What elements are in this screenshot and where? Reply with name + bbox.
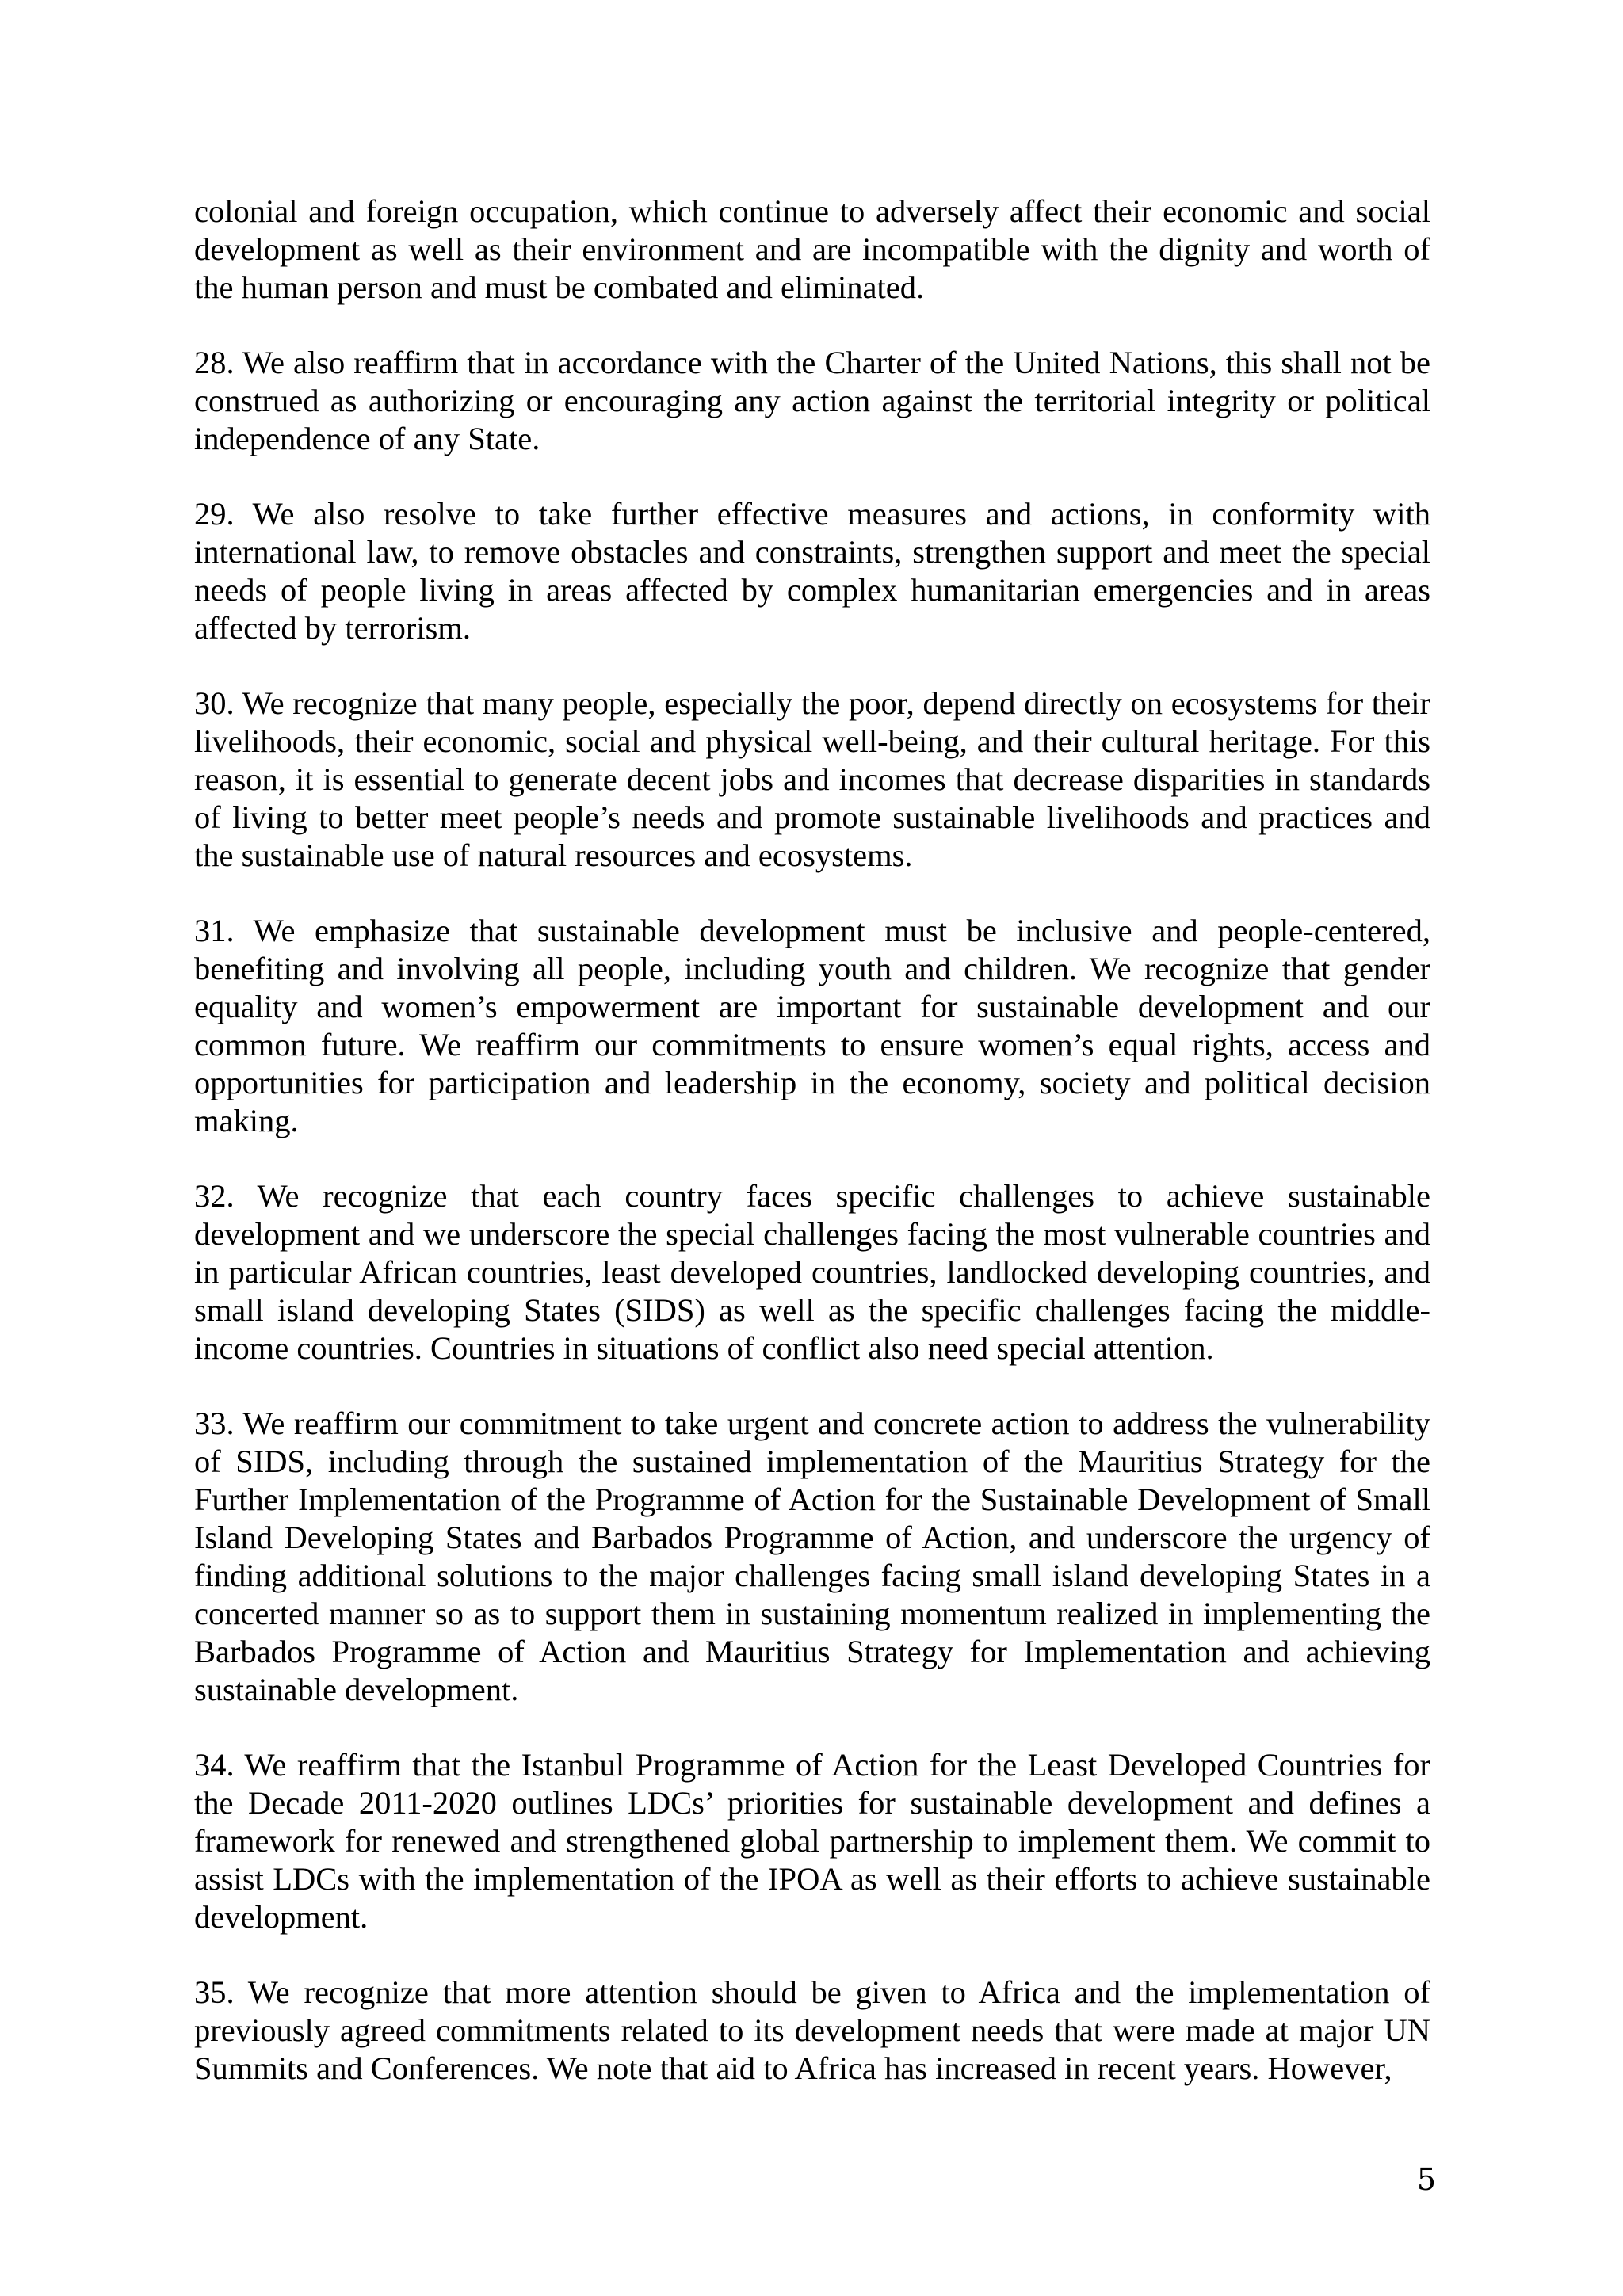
paragraph-31: 31. We emphasize that sustainable development must be inclusive and people-centered, benefiting and involving all people, including youth and children. We recognize that gender equality and women’s empowerment are important for sustainable development and our common future. We reaffirm our commitments to ensure women’s equal rights, access and opportunities for participation and leadership in the economy, society and political decision making.: [194, 913, 1430, 1138]
paragraph-32: 32. We recognize that each country faces specific challenges to achieve sustainable development and we underscore the special challenges facing the most vulnerable countries and in particular African countries, least developed countries, landlocked developing countries, and small island developing States (SIDS) as well as the specific challenges facing the middle-income countries. Countries in situations of conflict also need special attention.: [194, 1178, 1430, 1366]
paragraph-34: 34. We reaffirm that the Istanbul Programme of Action for the Least Developed Countries for the Decade 2011-2020 outlines LDCs’ priorities for sustainable development and defines a framework for renewed and strengthened global partnership to implement them. We commit to assist LDCs with the implementation of the IPOA as well as their efforts to achieve sustainable development.: [194, 1747, 1430, 1935]
paragraph-29: 29. We also resolve to take further effective measures and actions, in conformity with international law, to remove obstacles and constraints, strengthen support and meet the special needs of people living in areas affected by complex humanitarian emergencies and in areas affected by terrorism.: [194, 496, 1430, 646]
paragraph-continuation: colonial and foreign occupation, which continue to adversely affect their economic and social development as well as their environment and are incompatible with the dignity and worth of the human person and must be combated and eliminated.: [194, 193, 1430, 305]
paragraph-35: 35. We recognize that more attention should be given to Africa and the implementation of previously agreed commitments related to its development needs that were made at major UN Summits and Conferences. We note that aid to Africa has increased in recent years. However,: [194, 1974, 1430, 2086]
page-number: 5: [1416, 2162, 1436, 2197]
paragraph-33: 33. We reaffirm our commitment to take urgent and concrete action to address the vulnerability of SIDS, including through the sustained implementation of the Mauritius Strategy for the Further Implementation of the Programme of Action for the Sustainable Development of Small Island Developing States and Barbados Programme of Action, and underscore the urgency of finding additional solutions to the major challenges facing small island developing States in a concerted manner so as to support them in sustaining momentum realized in implementing the Barbados Programme of Action and Mauritius Strategy for Implementation and achieving sustainable development.: [194, 1405, 1430, 1707]
paragraph-28: 28. We also reaffirm that in accordance with the Charter of the United Nations, this shall not be construed as authorizing or encouraging any action against the territorial integrity or political independence of any State.: [194, 345, 1430, 456]
document-body: [194, 193, 1430, 2125]
paragraph-30: 30. We recognize that many people, especially the poor, depend directly on ecosystems for their livelihoods, their economic, social and physical well-being, and their cultural heritage. For this reason, it is essential to generate decent jobs and incomes that decrease disparities in standards of living to better meet people’s needs and promote sustainable livelihoods and practices and the sustainable use of natural resources and ecosystems.: [194, 685, 1430, 873]
